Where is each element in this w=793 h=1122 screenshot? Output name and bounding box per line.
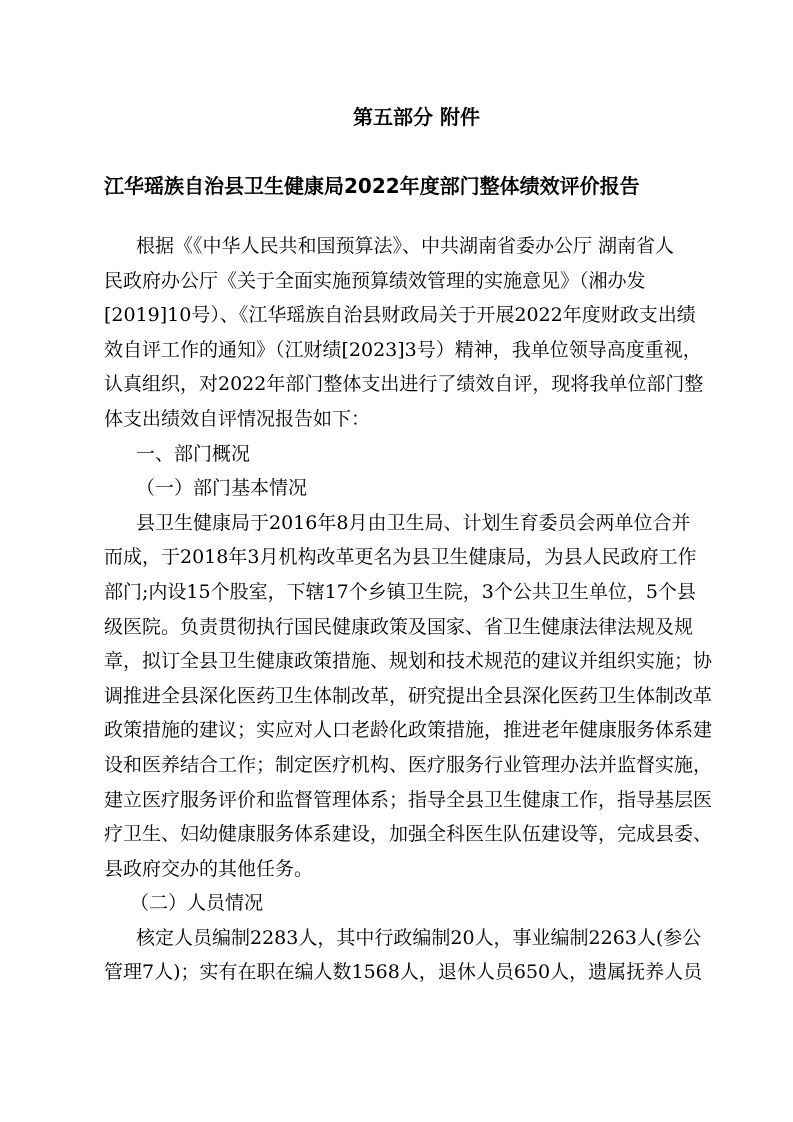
body-line: 核定人员编制2283人，其中行政编制20人，事业编制2263人(参公 [136,926,702,949]
body-line: 而成，于2018年3月机构改革更名为县卫生健康局，为县人民政府工作 [104,546,697,569]
subsection-heading: （一）部门基本情况 [136,477,308,500]
body-line: [2019]10号）、《江华瑶族自治县财政局关于开展2022年度财政支出绩 [104,304,696,327]
body-line: 体支出绩效自评情况报告如下： [104,407,371,430]
body-line: 认真组织，对2022年部门整体支出进行了绩效自评，现将我单位部门整 [104,373,704,396]
body-line: 效自评工作的通知》（江财绩[2023]3号）精神，我单位领导高度重视， [104,338,702,361]
body-line: 级医院。负责贯彻执行国民健康政策及国家、省卫生健康法律法规及规 [104,615,694,638]
body-line: 章，拟订全县卫生健康政策措施、规划和技术规范的建议并组织实施；协 [104,650,713,673]
part-heading: 第五部分 附件 [353,105,480,129]
body-line: 根据《《中华人民共和国预算法》、中共湖南省委办公厅 湖南省人 [136,235,675,257]
body-line: 民政府办公厅《关于全面实施预算绩效管理的实施意见》（湘办发 [104,269,646,292]
body-line: 调推进全县深化医药卫生体制改革，研究提出全县深化医药卫生体制改革 [104,684,713,707]
body-line: 县卫生健康局于2016年8月由卫生局、计划生育委员会两单位合并 [136,511,691,534]
section-heading: 一、部门概况 [136,442,251,465]
body-line: 县政府交办的其他任务。 [104,857,314,880]
body-line: 疗卫生、妇幼健康服务体系建设，加强全科医生队伍建设等，完成县委、 [104,823,713,846]
body-line: 部门;内设15个股室，下辖17个乡镇卫生院，3个公共卫生单位，5个县 [104,580,696,603]
body-line: 建立医疗服务评价和监督管理体系；指导全县卫生健康工作，指导基层医 [104,788,713,811]
report-body [104,229,713,990]
report-title: 江华瑶族自治县卫生健康局2022年度部门整体绩效评价报告 [104,174,640,198]
body-line: 设和医养结合工作；制定医疗机构、医疗服务行业管理办法并监督实施， [104,753,713,776]
subsection-heading: （二）人员情况 [130,892,264,915]
body-line: 管理7人)；实有在职在编人数1568人，退休人员650人，遗属抚养人员 [104,961,703,984]
body-line: 政策措施的建议；实应对人口老龄化政策措施，推进老年健康服务体系建 [104,719,713,742]
